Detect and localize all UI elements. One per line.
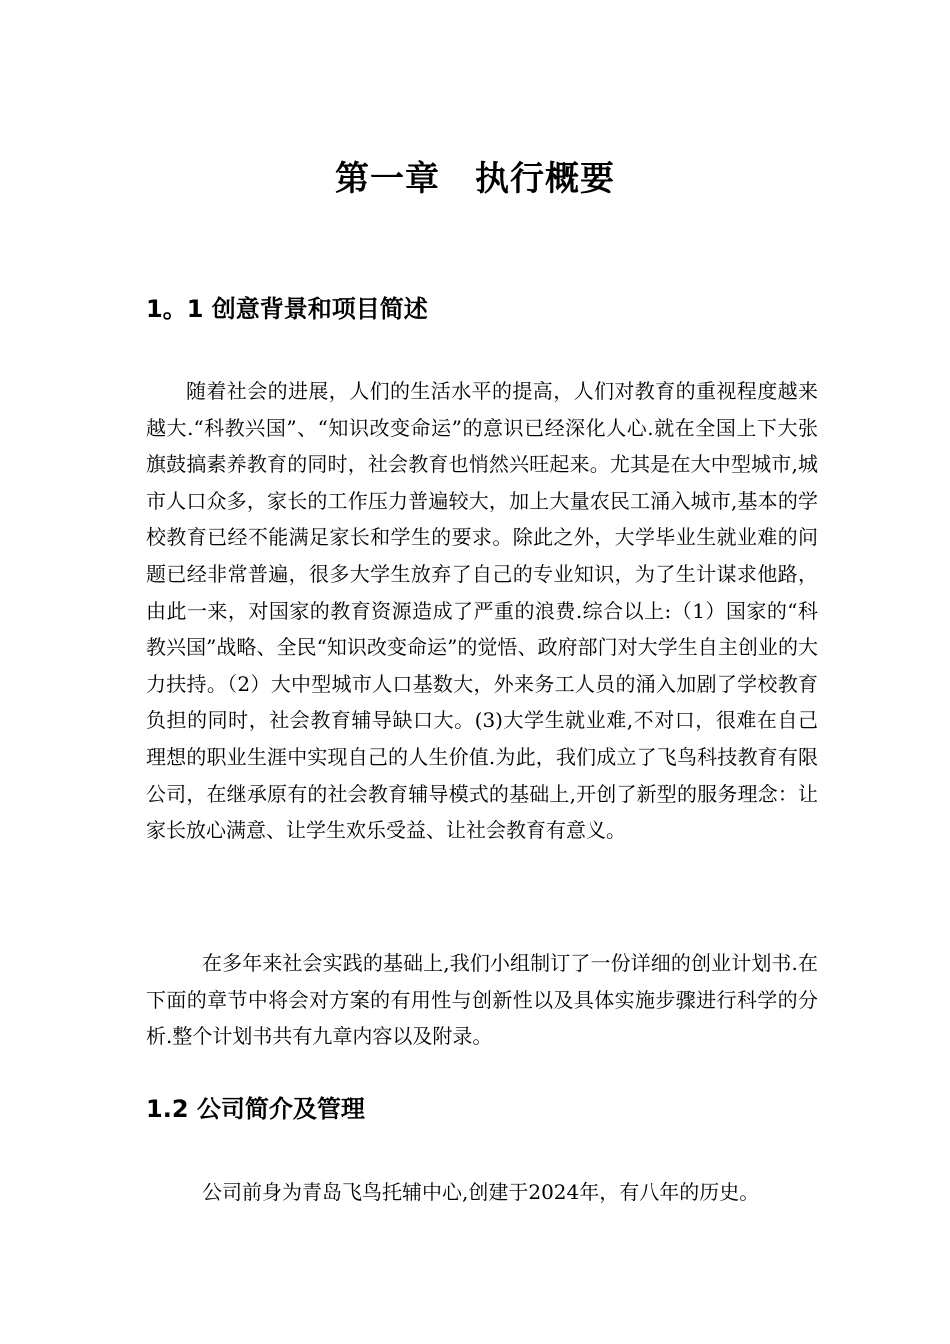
chapter-title: 第一章 执行概要 [335,159,615,199]
section-1-1-paragraph-2: 在多年来社会实践的基础上,我们小组制订了一份详细的创业计划书.在下面的章节中将会对方案的有用性与创新性以及具体实施步骤进行科学的分析.整个计划书共有九章内容以及附录。 [146,951,818,1049]
section-1-1-paragraph-1: 随着社会的进展，人们的生活水平的提高，人们对教育的重视程度越来越大.“科教兴国”、“知识改变命运”的意识已经深化人心.就在全国上下大张旗鼓搞素养教育的同时，社会教育也悄然兴旺起来。尤其是在大中型城市,城市人口众多，家长的工作压力普遍较大，加上大量农民工涌入城市,基本的学校教育已经不能满足家长和学生的要求。除此之外，大学毕业生就业难的问题已经非常普遍，很多大学生放弃了自己的专业知识，为了生计谋求他路，由此一来，对国家的教育资源造成了严重的浪费.综合以上:（1）国家的“科教兴国”战略、全民“知识改变命运”的觉悟、政府部门对大学生自主创业的大力扶持。（2）大中型城市人口基数大，外来务工人员的涌入加剧了学校教育负担的同时，社会教育辅导缺口大。(3)大学生就业难,不对口，很难在自己理想的职业生涯中实现自己的人生价值.为此，我们成立了飞鸟科技教育有限公司，在继承原有的社会教育辅导模式的基础上,开创了新型的服务理念：让家长放心满意、让学生欢乐受益、让社会教育有意义。 [146,379,818,843]
section-heading-1-2: 1.2 公司简介及管理 [146,1095,365,1123]
section-heading-1-1: 1。1 创意背景和项目简述 [146,295,428,323]
section-1-2-paragraph-1: 公司前身为青岛飞鸟托辅中心,创建于2024年，有八年的历史。 [202,1180,760,1204]
